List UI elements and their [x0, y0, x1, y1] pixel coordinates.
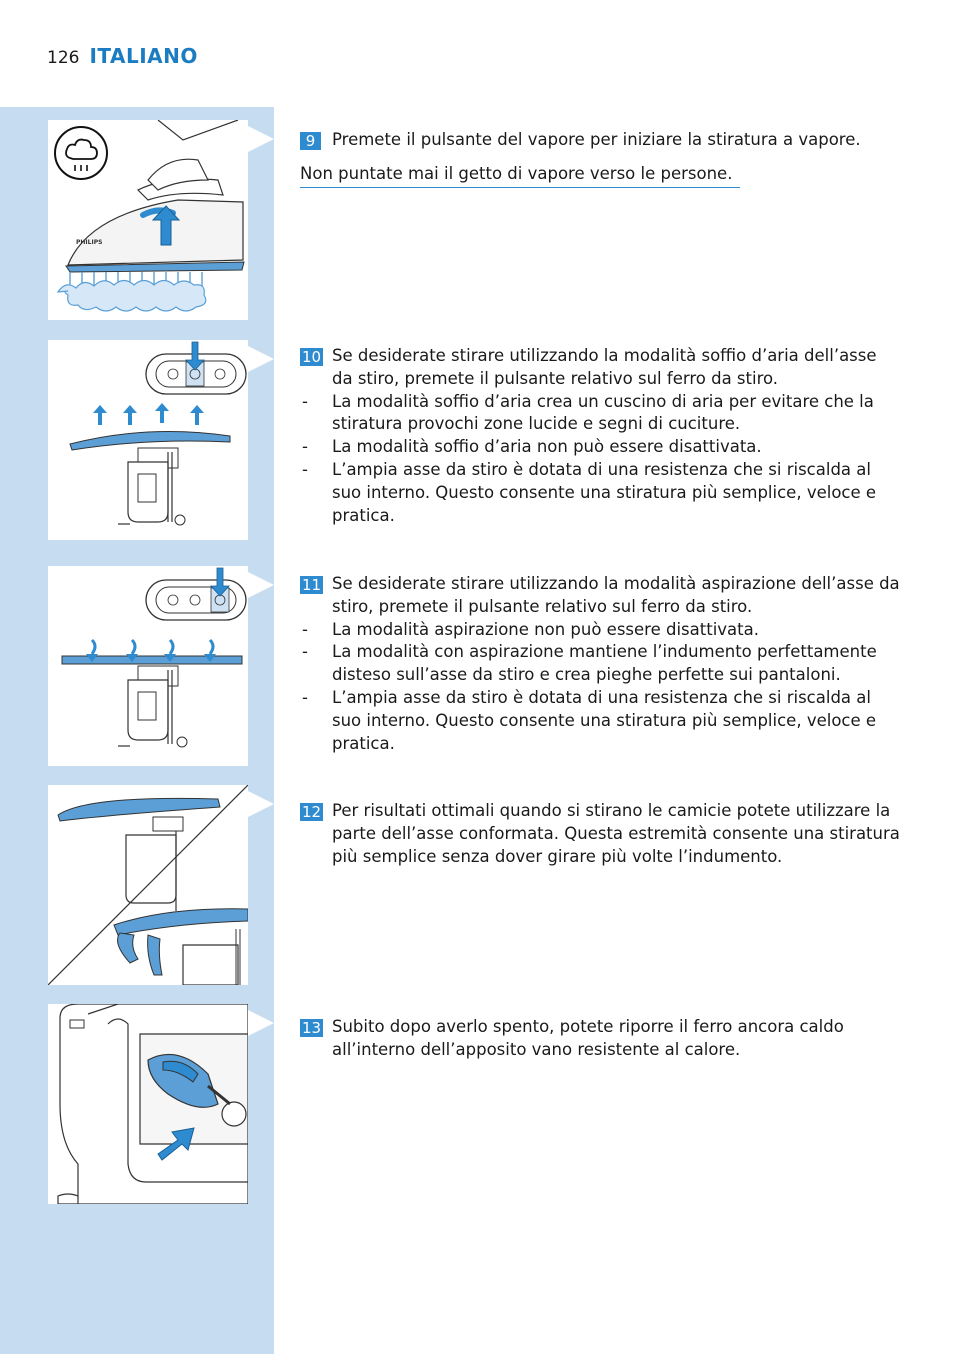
iron-storage-illustration [48, 1004, 248, 1204]
bullet-item: - L’ampia asse da stiro è dotata di una resistenza che si riscalda al suo interno. Questo consente una stiratura più semplice, veloce e pratica. [302, 459, 877, 525]
step-text: Se desiderate stirare utilizzando la modalità aspirazione dell’asse da stiro, premete il pulsante relativo sul ferro da stiro. [332, 574, 900, 616]
step-text: Per risultati ottimali quando si stirano le camicie potete utilizzare la parte dell’asse conformata. Questa estremità consente una stiratura più semplice senza dover girare più volte l’indumento. [332, 801, 900, 866]
step-13 [300, 1016, 900, 1062]
panel-pointer [248, 126, 274, 152]
shaped-board-illustration [48, 785, 248, 985]
step-text: Se desiderate stirare utilizzando la modalità soffio d’aria dell’asse da stiro, premete il pulsante relativo sul ferro da stiro. [332, 346, 877, 388]
step-number: 9 [300, 132, 321, 150]
bullet-item: - L’ampia asse da stiro è dotata di una resistenza che si riscalda al suo interno. Questo consente una stiratura più semplice, veloce e pratica. [302, 687, 877, 753]
steam-iron-illustration [48, 120, 248, 320]
safety-warning: Non puntate mai il getto di vapore verso le persone. [300, 163, 740, 188]
bullet-item: - La modalità con aspirazione mantiene l’indumento perfettamente disteso sull’asse da stiro e crea pieghe perfette sui pantaloni. [302, 642, 877, 685]
page-number: 126 [47, 48, 80, 68]
step-number: 11 [302, 576, 322, 594]
step-number: 12 [302, 803, 322, 821]
step-12 [300, 800, 900, 868]
panel-pointer [248, 346, 274, 372]
step-number: 10 [302, 348, 322, 366]
panel-pointer [248, 791, 274, 817]
steam-icon [55, 127, 107, 179]
page-header [47, 44, 198, 76]
step-10 [300, 345, 900, 527]
language-heading: ITALIANO [89, 44, 198, 68]
bullet-item: - La modalità soffio d’aria non può essere disattivata. [302, 437, 762, 457]
brand-label: PHILIPS [76, 239, 103, 246]
step-text: Subito dopo averlo spento, potete riporre il ferro ancora caldo all’interno dell’apposito vano resistente al calore. [332, 1017, 844, 1059]
air-mode-illustration [48, 340, 248, 540]
panel-pointer [248, 572, 274, 598]
step-text: Premete il pulsante del vapore per iniziare la stiratura a vapore. [332, 130, 861, 149]
step-number: 13 [302, 1019, 322, 1037]
bullet-item: - La modalità aspirazione non può essere disattivata. [302, 619, 759, 639]
panel-pointer [248, 1010, 274, 1036]
bullet-item: - La modalità soffio d’aria crea un cuscino di aria per evitare che la stiratura provochi zone lucide e segni di cuciture. [302, 391, 874, 434]
step-11 [300, 573, 900, 755]
step-9 [300, 129, 900, 152]
vacuum-mode-illustration [48, 566, 248, 766]
